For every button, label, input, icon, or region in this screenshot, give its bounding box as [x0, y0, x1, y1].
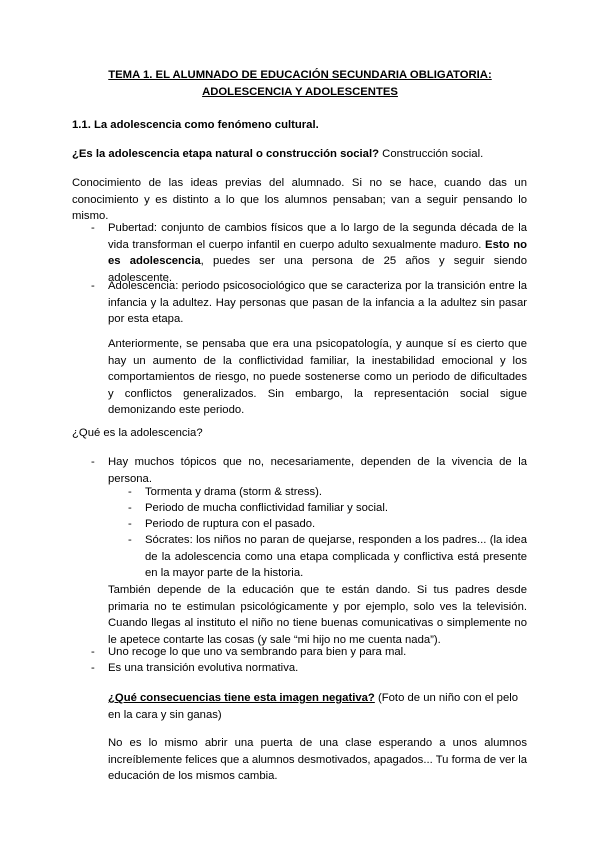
question-natural-or-social-bold: ¿Es la adolescencia etapa natural o construcción social? — [72, 148, 380, 160]
document-title — [70, 67, 530, 101]
bullet-transicion: Es una transición evolutiva normativa. — [108, 662, 299, 674]
title-line-2: ADOLESCENCIA Y ADOLESCENTES — [202, 86, 398, 98]
question-consequences-bold: ¿Qué consecuencias tiene esta imagen negativa? — [108, 692, 375, 704]
topico-item: Periodo de mucha conflictividad familiar y social. — [145, 502, 388, 514]
definition-pubertad — [108, 220, 527, 286]
bullet-recoge: Uno recoge lo que uno va sembrando para bien y para mal. — [108, 646, 407, 658]
question-natural-or-social-answer: Construcción social. — [379, 148, 484, 160]
paragraph-education: También depende de la educación que te están dando. Si tus padres desde primaria no te estimulan psicológicamente y por ejemplo, solo ves la televisión. Cuando llegas al instituto el niño no tiene buenas comunicativas o simplemente no le apetece contarte las cosas (y sale “mi hijo no me cuenta nada”). — [108, 584, 527, 646]
paragraph-final: No es lo mismo abrir una puerta de una clase esperando a unos alumnos increíblemente felices que a alumnos desmotivados, apagados... Tu forma de ver la educación de los mismos cambia. — [108, 737, 527, 782]
pubertad-rest: , puedes ser una persona de 25 años y seguir siendo adolescente. — [108, 255, 527, 284]
question-consequences-note: (Foto de un niño con el pelo en la cara y sin ganas) — [108, 692, 519, 721]
title-line-1: TEMA 1. EL ALUMNADO DE EDUCACIÓN SECUNDARIA OBLIGATORIA: — [108, 69, 492, 81]
pubertad-text: Pubertad: conjunto de cambios físicos que a lo largo de la segunda década de la vida transforman el cuerpo infantil en cuerpo adulto sexualmente maduro. — [108, 222, 527, 251]
pubertad-bold: Esto no es adolescencia — [108, 238, 527, 267]
section-heading: 1.1. La adolescencia como fenómeno cultural. — [72, 119, 319, 131]
sub-bullet-dash: - — [128, 486, 132, 498]
paragraph-anteriormente: Anteriormente, se pensaba que era una psicopatología, y aunque sí es cierto que hay un aumento de la conflictividad familiar, la inestabilidad emocional y los comportamientos de riesgo, no puede sostenerse como un periodo de dificultades y conflictos generalizados. Sin embargo, la representación social sigue demonizando este periodo. — [108, 338, 527, 416]
question-natural-or-social — [72, 146, 527, 163]
question-consequences — [108, 690, 527, 723]
bullet-dash: - — [91, 222, 95, 234]
question-what-is-adolescence: ¿Qué es la adolescencia? — [72, 427, 203, 439]
bullet-dash: - — [91, 456, 95, 468]
sub-bullet-dash: - — [128, 534, 132, 546]
bullet-dash: - — [91, 646, 95, 658]
topico-item: Sócrates: los niños no paran de quejarse, responden a los padres... (la idea de la adolescencia como una etapa complicada y conflictiva está presente en la mayor parte de la historia. — [145, 534, 527, 579]
definition-adolescencia: Adolescencia: periodo psicosociológico que se caracteriza por la transición entre la infancia y la adultez. Hay personas que pasan de la infancia a la adultez sin pasar por esta etapa. — [108, 280, 527, 325]
paragraph-topicos: Hay muchos tópicos que no, necesariamente, dependen de la vivencia de la persona. — [108, 456, 527, 485]
paragraph-prior-knowledge: Conocimiento de las ideas previas del alumnado. Si no se hace, cuando das un conocimiento y es distinto a lo que los alumnos pensaban; van a seguir pensando lo mismo. — [72, 177, 527, 222]
bullet-dash: - — [91, 280, 95, 292]
sub-bullet-dash: - — [128, 518, 132, 530]
sub-bullet-dash: - — [128, 502, 132, 514]
bullet-dash: - — [91, 662, 95, 674]
topico-item: Periodo de ruptura con el pasado. — [145, 518, 316, 530]
topico-item: Tormenta y drama (storm & stress). — [145, 486, 323, 498]
